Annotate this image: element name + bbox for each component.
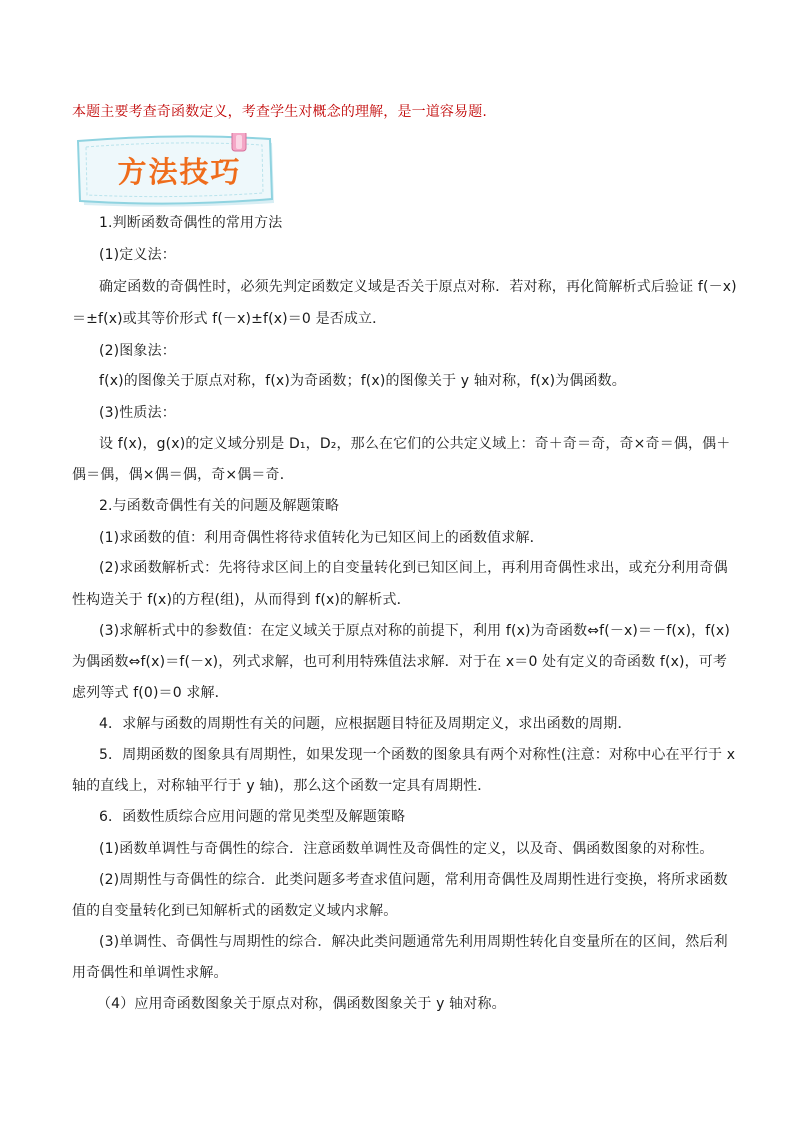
text-line: 偶＝偶，偶×偶＝偶，奇×偶＝奇．: [72, 467, 294, 483]
text-line: (3)单调性、奇偶性与周期性的综合．解决此类问题通常先利用周期性转化自变量所在的区间，然后利: [99, 934, 728, 950]
text-line: 4．求解与函数的周期性有关的问题，应根据题目特征及周期定义，求出函数的周期．: [99, 716, 632, 732]
text-line: 2.与函数奇偶性有关的问题及解题策略: [99, 498, 340, 514]
paper-clip-icon: [232, 133, 246, 151]
text-line: (2)图象法：: [99, 343, 176, 359]
text-line: 虑列等式 f(0)＝0 求解．: [72, 685, 229, 701]
text-line: (1)函数单调性与奇偶性的综合．注意函数单调性及奇偶性的定义，以及奇、偶函数图象的对称性。: [99, 841, 714, 857]
badge-title: 方法技巧: [117, 155, 242, 189]
text-line: 性构造关于 f(x)的方程(组)，从而得到 f(x)的解析式．: [72, 592, 411, 608]
text-line: 5．周期函数的图象具有周期性，如果发现一个函数的图象具有两个对称性(注意：对称中心在平行于 x: [99, 747, 736, 763]
text-line: (1)求函数的值：利用奇偶性将待求值转化为已知区间上的函数值求解．: [99, 530, 544, 546]
text-line: f(x)的图像关于原点对称，f(x)为奇函数；f(x)的图像关于 y 轴对称，f(x)为偶函数。: [99, 373, 626, 389]
text-line: (3)性质法：: [99, 405, 176, 421]
text-line: 确定函数的奇偶性时，必须先判定函数定义域是否关于原点对称．若对称，再化简解析式后验证 f(－x): [99, 279, 737, 295]
text-line: 6．函数性质综合应用问题的常见类型及解题策略: [99, 809, 406, 825]
text-line: 用奇偶性和单调性求解。: [72, 965, 228, 981]
text-line: 值的自变量转化到已知解析式的函数定义域内求解。: [72, 903, 398, 919]
text-line: (2)求函数解析式：先将待求区间上的自变量转化到已知区间上，再利用奇偶性求出，或充分利用奇偶: [99, 560, 728, 576]
text-line: （4）应用奇函数图象关于原点对称，偶函数图象关于 y 轴对称。: [97, 996, 506, 1012]
text-line: (1)定义法：: [99, 247, 176, 263]
text-line: (2)周期性与奇偶性的综合．此类问题多考查求值问题，常利用奇偶性及周期性进行变换，将所求函数: [99, 872, 728, 888]
text-line: 1.判断函数奇偶性的常用方法: [99, 215, 283, 231]
text-line: 轴的直线上，对称轴平行于 y 轴)，那么这个函数一定具有周期性．: [72, 778, 492, 794]
text-line: ＝±f(x)或其等价形式 f(－x)±f(x)＝0 是否成立．: [72, 311, 387, 327]
intro-note: 本题主要考查奇函数定义，考查学生对概念的理解，是一道容易题.: [72, 104, 487, 120]
text-line: (3)求解析式中的参数值：在定义域关于原点对称的前提下，利用 f(x)为奇函数⇔f(－x)＝－f(x)，f(x): [99, 623, 730, 639]
text-line: 设 f(x)，g(x)的定义域分别是 D₁，D₂，那么在它们的公共定义域上：奇＋奇＝奇，奇×奇＝偶，偶＋: [99, 436, 731, 452]
text-line: 为偶函数⇔f(x)＝f(－x)，列式求解，也可利用特殊值法求解．对于在 x＝0 处有定义的奇函数 f(x)，可考: [72, 654, 728, 670]
